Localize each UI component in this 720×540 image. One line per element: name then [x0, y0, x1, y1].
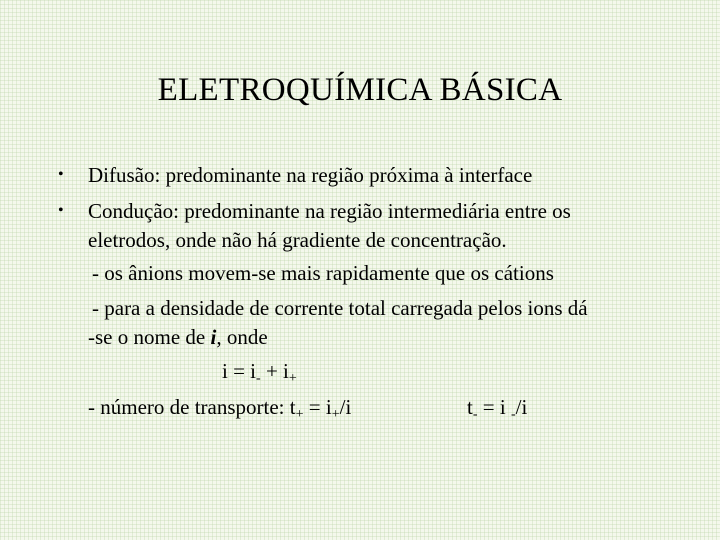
line-name-prefix: -se o nome de [88, 325, 211, 349]
equation-sub-plus: + [288, 371, 297, 386]
transport-eq1-sub: + [331, 407, 340, 422]
transport-eq1-end: /i [339, 395, 352, 419]
equation-lhs: i = i [222, 359, 257, 383]
transport-number-minus [467, 395, 527, 427]
slide-title: ELETROQUÍMICA BÁSICA [157, 72, 563, 108]
equation-plus: + i [260, 359, 289, 383]
transport-eq2-end: /i [515, 395, 528, 419]
variable-i: i [210, 325, 217, 349]
transport-number-line [88, 395, 351, 427]
transport-t-minus-sub: - [472, 407, 478, 422]
bullet-marker: • [58, 202, 64, 219]
transport-eq2-sub: - [510, 407, 516, 422]
transport-eq1-mid: = i [303, 395, 332, 419]
transport-eq2-mid: = i [477, 395, 511, 419]
line-density: - para a densidade de corrente total carregada pelos ions dá [92, 296, 588, 320]
current-equation [222, 359, 297, 391]
transport-t-minus: t [467, 395, 473, 419]
transport-label: - número de transporte: t [88, 395, 296, 419]
equation-sub-minus: - [256, 371, 261, 386]
bullet-conducao: Condução: predominante na região intermediária entre os [88, 199, 571, 223]
bullet-conducao-continuation: eletrodos, onde não há gradiente de concentração. [88, 228, 507, 252]
line-anions: - os ânions movem-se mais rapidamente que os cátions [92, 261, 554, 285]
bullet-difusao: Difusão: predominante na região próxima à interface [88, 163, 533, 187]
line-name-suffix: , onde [216, 325, 268, 349]
transport-t-plus-sub: + [295, 407, 304, 422]
line-name [88, 325, 268, 349]
bullet-marker: • [58, 166, 64, 183]
